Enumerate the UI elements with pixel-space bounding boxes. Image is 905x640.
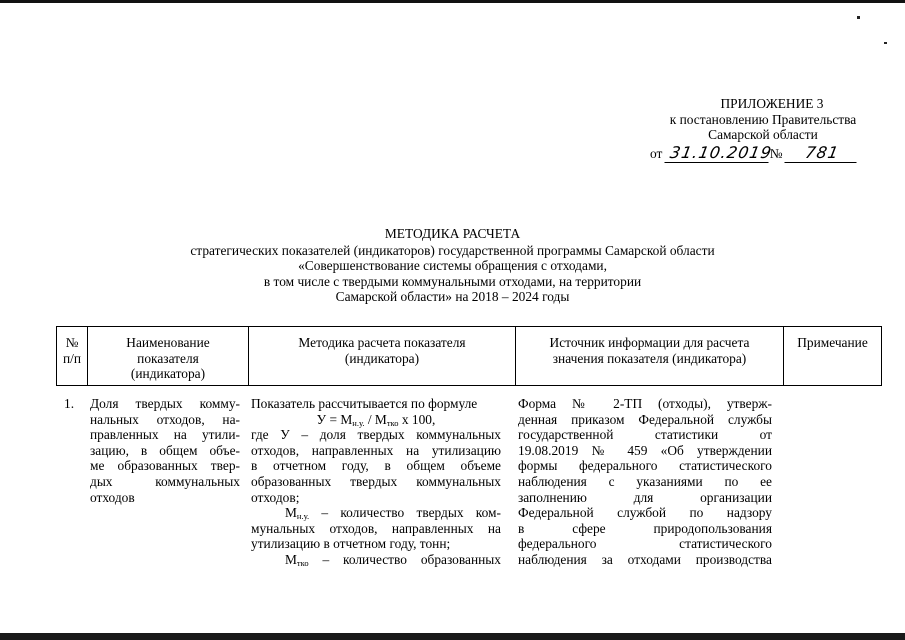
- scan-speck: [857, 16, 860, 19]
- header-cell-method: [248, 327, 515, 385]
- indicator-name-line: нальных отходов, на-: [90, 411, 240, 427]
- header-cell-note: [783, 327, 881, 385]
- from-label: от: [650, 146, 663, 161]
- annex-date-number: [650, 145, 858, 163]
- title-line: стратегических показателей (индикаторов) государственной программы Самарской области: [190, 242, 715, 258]
- source-line: наблюдения с указаниями по ее: [518, 473, 772, 489]
- method-line: отходов;: [251, 489, 300, 505]
- method-line: мунальных отходов, направленных на: [251, 520, 501, 536]
- number-label: №: [769, 146, 783, 161]
- annex-title: ПРИЛОЖЕНИЕ 3: [720, 96, 824, 111]
- header-cell-name: [87, 327, 248, 385]
- source-line: формы федерального статистического: [518, 458, 772, 474]
- header-text: (индикатора): [130, 366, 206, 382]
- methodology-table: [56, 326, 882, 568]
- annex-header: [640, 96, 872, 143]
- indicator-name-line: Доля твердых комму-: [90, 396, 240, 411]
- source-line: 19.08.2019 № 459 «Об утверждении: [518, 442, 772, 458]
- row-number: 1.: [64, 396, 75, 411]
- title-line: в том числе с твердыми коммунальными отходами, на территории: [263, 273, 642, 289]
- calculation-method: [251, 396, 501, 568]
- source-line: в сфере природопользования: [518, 520, 772, 536]
- scan-edge-top: [0, 0, 905, 3]
- source-line: заполнению для организации: [518, 489, 772, 505]
- method-line: образованных твердых коммунальных: [251, 473, 501, 489]
- scan-edge-bottom: [0, 633, 905, 640]
- method-line: отходов, направленных на утилизацию: [251, 442, 501, 458]
- source-line: денная приказом Федеральной службы: [518, 411, 772, 427]
- indicator-name-line: зацию, в общем объе-: [90, 442, 240, 458]
- title-main: МЕТОДИКА РАСЧЕТА: [384, 226, 521, 241]
- source-line: Федеральной службой по надзору: [518, 505, 772, 521]
- method-line: в отчетном году, в общем объеме: [251, 458, 501, 474]
- document-title: [0, 226, 905, 305]
- handwritten-number: 781: [784, 145, 859, 163]
- handwritten-date: 31.10.2019: [664, 145, 771, 163]
- indicator-name-line: ме образованных твер-: [90, 458, 240, 474]
- indicator-name: [90, 396, 240, 505]
- header-cell-no: [57, 327, 87, 385]
- title-line: Самарской области» на 2018 – 2024 годы: [335, 289, 570, 305]
- header-text: Примечание: [797, 335, 868, 350]
- source-line: федерального статистического: [518, 536, 772, 552]
- header-text: п/п: [62, 350, 82, 366]
- method-line: $М_{н.у.}$ – количество твердых ком-: [285, 505, 501, 522]
- title-line: «Совершенствование системы обращения с отходами,: [298, 258, 607, 274]
- header-cell-source: [515, 327, 783, 385]
- header-text: показателя: [137, 350, 199, 366]
- indicator-name-line: дых коммунальных: [90, 473, 240, 489]
- table-header: [56, 326, 882, 386]
- formula: $У = М_{н.у.} / М_{тко}$ х 100,: [316, 411, 436, 428]
- indicator-name-line: правленных на утили-: [90, 427, 240, 443]
- method-line: утилизацию в отчетном году, тонн;: [251, 536, 451, 552]
- source-line: наблюдения за отходами производства: [518, 551, 772, 567]
- information-source: [518, 396, 772, 568]
- header-text: Наименование: [126, 335, 210, 350]
- header-text: значения показателя (индикатора): [552, 350, 747, 366]
- indicator-name-line: отходов: [90, 489, 135, 505]
- header-text: №: [65, 335, 79, 350]
- annex-subtitle: к постановлению Правительства: [669, 111, 857, 127]
- header-text: Методика расчета показателя: [298, 335, 466, 350]
- annex-region: Самарской области: [708, 127, 818, 143]
- method-line: где У – доля твердых коммунальных: [251, 427, 501, 443]
- header-text: (индикатора): [344, 350, 420, 366]
- source-line: государственной статистики от: [518, 427, 772, 443]
- scan-speck: [884, 42, 887, 44]
- method-line: $М_{тко}$ – количество образованных: [285, 551, 501, 568]
- source-line: Форма № 2-ТП (отходы), утверж-: [518, 396, 772, 411]
- method-intro: Показатель рассчитывается по формуле: [251, 396, 478, 411]
- header-text: Источник информации для расчета: [549, 335, 750, 350]
